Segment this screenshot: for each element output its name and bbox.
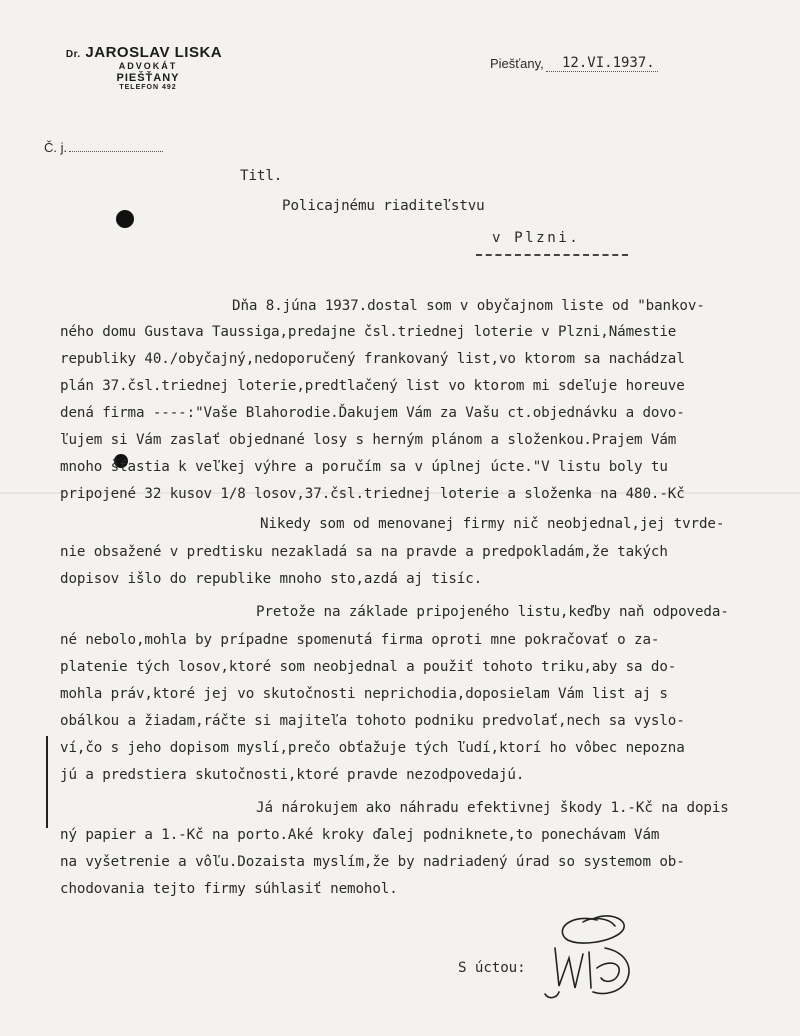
body-line: mohla práv,ktoré jej vo skutočnosti neprichodia,doposielam Vám list aj s — [60, 686, 668, 702]
letterhead — [34, 44, 254, 91]
body-line: plán 37.čsl.triednej loterie,predtlačený list vo ktorom mi sdeľuje horeuve — [60, 378, 685, 394]
body-line: ného domu Gustava Taussiga,predajne čsl.triednej loterie v Plzni,Námestie — [60, 324, 677, 340]
closing: S úctou: — [458, 960, 526, 976]
body-line: dopisov išlo do republike mnoho sto,azdá aj tisíc. — [60, 571, 483, 587]
punch-hole — [116, 210, 134, 228]
body-line: Pretože na základe pripojeného listu,keďby naň odpoveda- — [256, 604, 729, 620]
location-underline — [476, 254, 628, 256]
letterhead-profession: ADVOKÁT — [118, 61, 178, 71]
letterhead-prefix: Dr. — [65, 49, 81, 60]
dateline-place: Piešťany, — [490, 56, 544, 71]
body-line: né nebolo,mohla by prípadne spomenutá firma oproti mne pokračovať o za- — [60, 632, 660, 648]
body-line: mnoho šťastia k veľkej výhre a poručím sa v úplnej úcte."V listu boly tu — [60, 459, 668, 475]
body-line: platenie tých losov,ktoré som neobjednal a použiť tohoto triku,aby sa do- — [60, 659, 677, 675]
salutation: Titl. — [240, 168, 283, 184]
body-line: dená firma ----:"Vaše Blahorodie.Ďakujem Vám za Vašu ct.objednávku a dovo- — [60, 405, 685, 421]
reference-label: Č. j. — [44, 140, 68, 155]
body-line: Dňa 8.júna 1937.dostal som v obyčajnom liste od "bankov- — [232, 298, 705, 314]
body-line: Nikedy som od menovanej firmy nič neobjednal,jej tvrde- — [260, 516, 725, 532]
reference-dots — [69, 151, 163, 152]
dateline-dots — [546, 71, 658, 72]
body-line: republiky 40./obyčajný,nedoporučený frankovaný list,vo ktorom sa nachádzal — [60, 351, 685, 367]
letterhead-city: PIEŠŤANY — [116, 72, 180, 84]
dateline — [490, 56, 658, 72]
body-line: nie obsažené v predtisku nezakladá sa na pravde a predpokladám,že takých — [60, 544, 668, 560]
margin-mark — [46, 736, 48, 828]
body-line: na vyšetrenie a vôľu.Dozaista myslím,že by nadriadený úrad so systemom ob- — [60, 854, 685, 870]
reference-field — [44, 140, 163, 155]
body-line: chodovania tejto firmy súhlasiť nemohol. — [60, 881, 398, 897]
body-line: Já nárokujem ako náhradu efektivnej škody 1.-Kč na dopis — [256, 800, 729, 816]
letterhead-phone: TELEFON 492 — [119, 84, 177, 91]
letterhead-name: JAROSLAV LISKA — [85, 44, 223, 61]
body-line: ví,čo s jeho dopisom myslí,prečo obťažuje tých ľudí,ktorí ho vôbec nepozna — [60, 740, 685, 756]
body-line: jú a predstiera skutočnosti,ktoré pravde nezodpovedajú. — [60, 767, 525, 783]
body-line: ný papier a 1.-Kč na porto.Aké kroky ďalej podniknete,to ponechávam Vám — [60, 827, 660, 843]
recipient: Policajnému riaditeľstvu — [282, 198, 485, 214]
signature — [535, 908, 645, 1008]
recipient-location: v Plzni. — [492, 230, 581, 246]
body-line: pripojené 32 kusov 1/8 losov,37.čsl.triednej loterie a složenka na 480.-Kč — [60, 486, 685, 502]
body-line: ľujem si Vám zaslať objednané losy s herným plánom a složenkou.Prajem Vám — [60, 432, 677, 448]
body-line: obálkou a žiadam,ráčte si majiteľa tohoto podniku predvolať,nech sa vyslo- — [60, 713, 685, 729]
dateline-date: 12.VI.1937. — [562, 55, 655, 71]
